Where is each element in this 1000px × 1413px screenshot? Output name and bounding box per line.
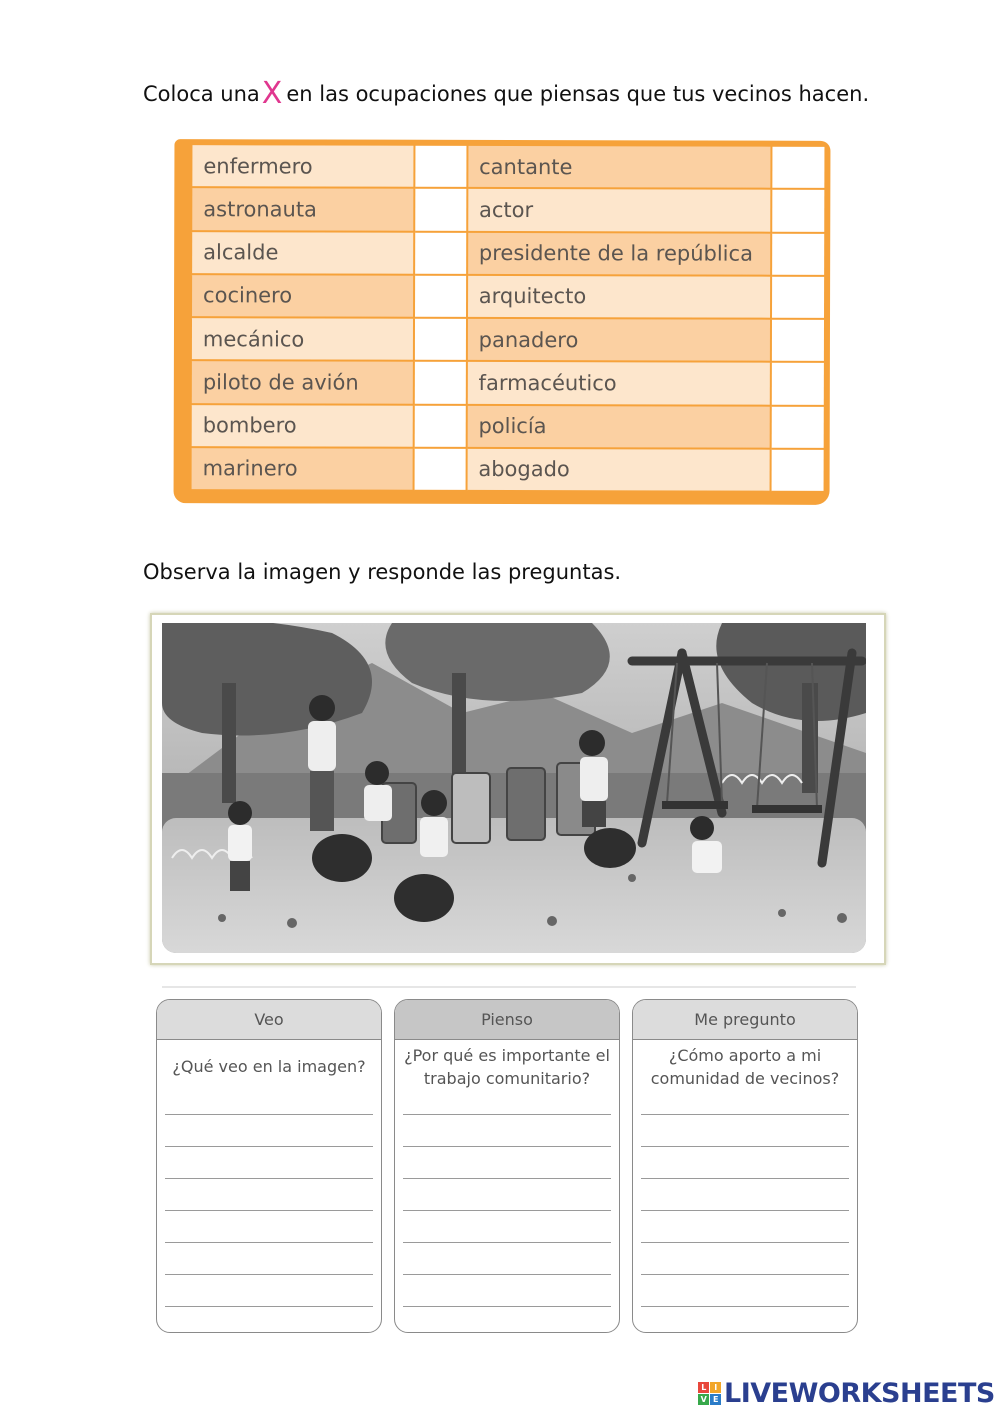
separator-line xyxy=(162,986,856,988)
checkbox-left[interactable] xyxy=(414,404,466,447)
card-title: Me pregunto xyxy=(633,1000,857,1040)
answer-line[interactable] xyxy=(641,1211,849,1243)
occupation-label-right: abogado xyxy=(466,448,770,492)
answer-line[interactable] xyxy=(641,1179,849,1211)
checkbox-right[interactable] xyxy=(770,362,824,405)
instruction-text-end: en las ocupaciones que piensas que tus vecinos hacen. xyxy=(286,82,870,106)
response-card xyxy=(632,999,858,1333)
occupation-label-right: policía xyxy=(466,404,770,448)
occupation-label-right: panadero xyxy=(467,318,771,362)
logo-mark-icon xyxy=(698,1382,721,1405)
occupation-row xyxy=(191,404,825,449)
instruction-text-start: Coloca una xyxy=(143,82,260,106)
answer-lines xyxy=(165,1113,373,1307)
answer-line[interactable] xyxy=(165,1179,373,1211)
occupation-label-left: enfermero xyxy=(191,144,415,188)
checkbox-right[interactable] xyxy=(770,405,824,448)
checkbox-left[interactable] xyxy=(414,448,466,491)
occupation-row xyxy=(191,187,825,232)
answer-line[interactable] xyxy=(165,1115,373,1147)
occupation-row xyxy=(191,360,825,405)
logo-mark-i: I xyxy=(710,1382,721,1393)
park-scene-image xyxy=(162,623,866,953)
occupation-label-left: piloto de avión xyxy=(191,360,415,404)
checkbox-left[interactable] xyxy=(414,275,466,318)
occupation-label-left: cocinero xyxy=(191,274,415,318)
answer-line[interactable] xyxy=(641,1147,849,1179)
occupation-row xyxy=(191,231,825,276)
logo-mark-l: L xyxy=(698,1382,709,1393)
response-card xyxy=(156,999,382,1333)
answer-line[interactable] xyxy=(641,1115,849,1147)
occupation-label-right: farmacéutico xyxy=(467,361,771,405)
logo-text: LIVEWORKSHEETS xyxy=(724,1377,995,1409)
answer-line[interactable] xyxy=(165,1243,373,1275)
occupation-label-left: bombero xyxy=(191,404,415,448)
checkbox-right[interactable] xyxy=(771,275,825,318)
answer-line[interactable] xyxy=(165,1211,373,1243)
occupation-label-right: cantante xyxy=(467,145,771,189)
answer-line[interactable] xyxy=(403,1275,611,1307)
occupations-table xyxy=(190,143,827,493)
checkbox-left[interactable] xyxy=(414,361,466,404)
liveworksheets-logo xyxy=(698,1378,995,1408)
checkbox-right[interactable] xyxy=(771,189,825,232)
occupation-label-left: mecánico xyxy=(191,317,415,361)
image-instruction: Observa la imagen y responde las preguntas. xyxy=(143,560,622,584)
occupation-label-left: astronauta xyxy=(191,187,415,231)
checkbox-right[interactable] xyxy=(771,319,825,362)
answer-line[interactable] xyxy=(403,1179,611,1211)
answer-line[interactable] xyxy=(641,1275,849,1307)
answer-line[interactable] xyxy=(403,1147,611,1179)
answer-line[interactable] xyxy=(165,1275,373,1307)
occupation-label-right: arquitecto xyxy=(467,275,771,319)
checkbox-right[interactable] xyxy=(771,232,825,275)
checkbox-left[interactable] xyxy=(415,231,467,274)
checkbox-right[interactable] xyxy=(770,448,824,491)
answer-lines xyxy=(641,1113,849,1307)
card-question: ¿Cómo aporto a mi comunidad de vecinos? xyxy=(650,1046,840,1088)
occupation-row xyxy=(191,274,825,319)
response-card xyxy=(394,999,620,1333)
answer-line[interactable] xyxy=(165,1147,373,1179)
occupation-label-right: presidente de la república xyxy=(467,231,771,275)
occupations-table-frame xyxy=(174,139,831,505)
logo-mark-e: E xyxy=(710,1394,721,1405)
answer-line[interactable] xyxy=(641,1243,849,1275)
answer-lines xyxy=(403,1113,611,1307)
card-question: ¿Qué veo en la imagen? xyxy=(172,1057,366,1076)
occupation-row xyxy=(191,447,825,492)
checkbox-left[interactable] xyxy=(415,188,467,231)
card-question: ¿Por qué es importante el trabajo comunitario? xyxy=(404,1046,610,1088)
occupation-label-right: actor xyxy=(467,188,771,232)
x-mark-icon: X xyxy=(261,76,283,111)
checkbox-left[interactable] xyxy=(414,318,466,361)
logo-mark-v: V xyxy=(698,1394,709,1405)
answer-line[interactable] xyxy=(403,1211,611,1243)
occupations-instruction xyxy=(143,76,870,111)
card-title: Veo xyxy=(157,1000,381,1040)
park-cleanup-illustration xyxy=(150,613,886,965)
occupation-row xyxy=(191,317,825,362)
card-title: Pienso xyxy=(395,1000,619,1040)
occupation-label-left: alcalde xyxy=(191,231,415,275)
checkbox-left[interactable] xyxy=(415,145,467,188)
occupation-label-left: marinero xyxy=(191,447,415,491)
occupation-row xyxy=(191,144,825,189)
answer-line[interactable] xyxy=(403,1243,611,1275)
checkbox-right[interactable] xyxy=(771,146,825,189)
answer-line[interactable] xyxy=(403,1115,611,1147)
